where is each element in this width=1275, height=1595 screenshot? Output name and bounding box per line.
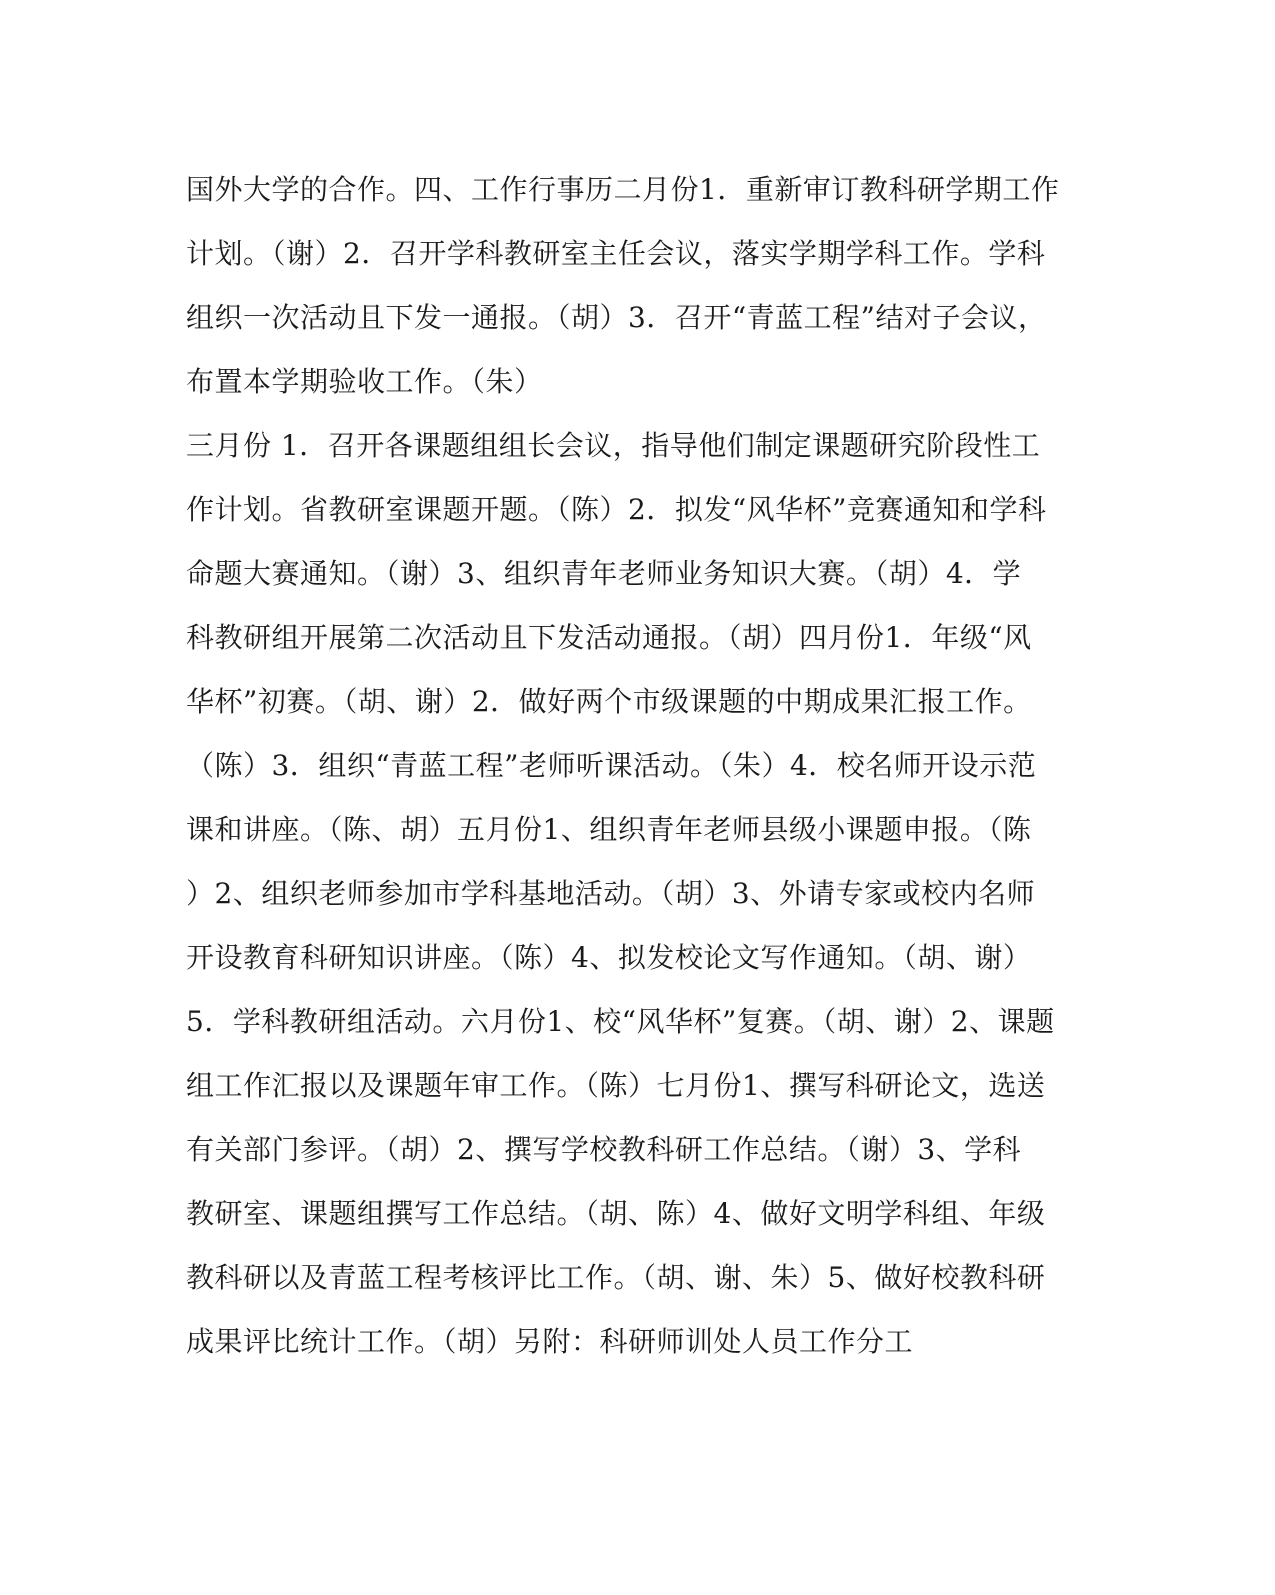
text-line: 组工作汇报以及课题年审工作。（陈）七月份1、撰写科研论文，选送 — [186, 1069, 1046, 1102]
text-line: 三月份 1．召开各课题组组长会议，指导他们制定课题研究阶段性工 — [186, 429, 1041, 462]
text-line: 华杯”初赛。（胡、谢）2．做好两个市级课题的中期成果汇报工作。 — [186, 685, 1032, 718]
text-line: 布置本学期验收工作。（朱） — [186, 365, 543, 398]
text-line: ）2、组织老师参加市学科基地活动。（胡）3、外请专家或校内名师 — [186, 877, 1036, 910]
text-line: 组织一次活动且下发一通报。（胡）3．召开“青蓝工程”结对子会议， — [186, 301, 1047, 334]
text-line: 国外大学的合作。四、工作行事历二月份1．重新审订教科研学期工作 — [186, 173, 1060, 206]
text-line: 开设教育科研知识讲座。（陈）4、拟发校论文写作通知。（胡、谢） — [186, 941, 1032, 974]
text-line: 教科研以及青蓝工程考核评比工作。（胡、谢、朱）5、做好校教科研 — [186, 1261, 1046, 1294]
text-line: 教研室、课题组撰写工作总结。（胡、陈）4、做好文明学科组、年级 — [186, 1197, 1046, 1230]
text-line: 5．学科教研组活动。六月份1、校“风华杯”复赛。（胡、谢）2、课题 — [186, 1005, 1055, 1038]
text-line: 计划。（谢）2．召开学科教研室主任会议，落实学期学科工作。学科 — [186, 237, 1046, 270]
text-line: 有关部门参评。（胡）2、撰写学校教科研工作总结。（谢）3、学科 — [186, 1133, 1022, 1166]
text-line: 成果评比统计工作。（胡）另附：科研师训处人员工作分工 — [186, 1325, 914, 1358]
text-line: （陈）3．组织“青蓝工程”老师听课活动。（朱）4．校名师开设示范 — [186, 749, 1037, 782]
text-line: 命题大赛通知。（谢）3、组织青年老师业务知识大赛。（胡）4．学 — [186, 557, 1022, 590]
text-line: 课和讲座。（陈、胡）五月份1、组织青年老师县级小课题申报。（陈 — [186, 813, 1032, 846]
text-line: 作计划。省教研室课题开题。（陈）2．拟发“风华杯”竞赛通知和学科 — [186, 493, 1047, 526]
text-line: 科教研组开展第二次活动且下发活动通报。（胡）四月份1．年级“风 — [186, 621, 1032, 654]
